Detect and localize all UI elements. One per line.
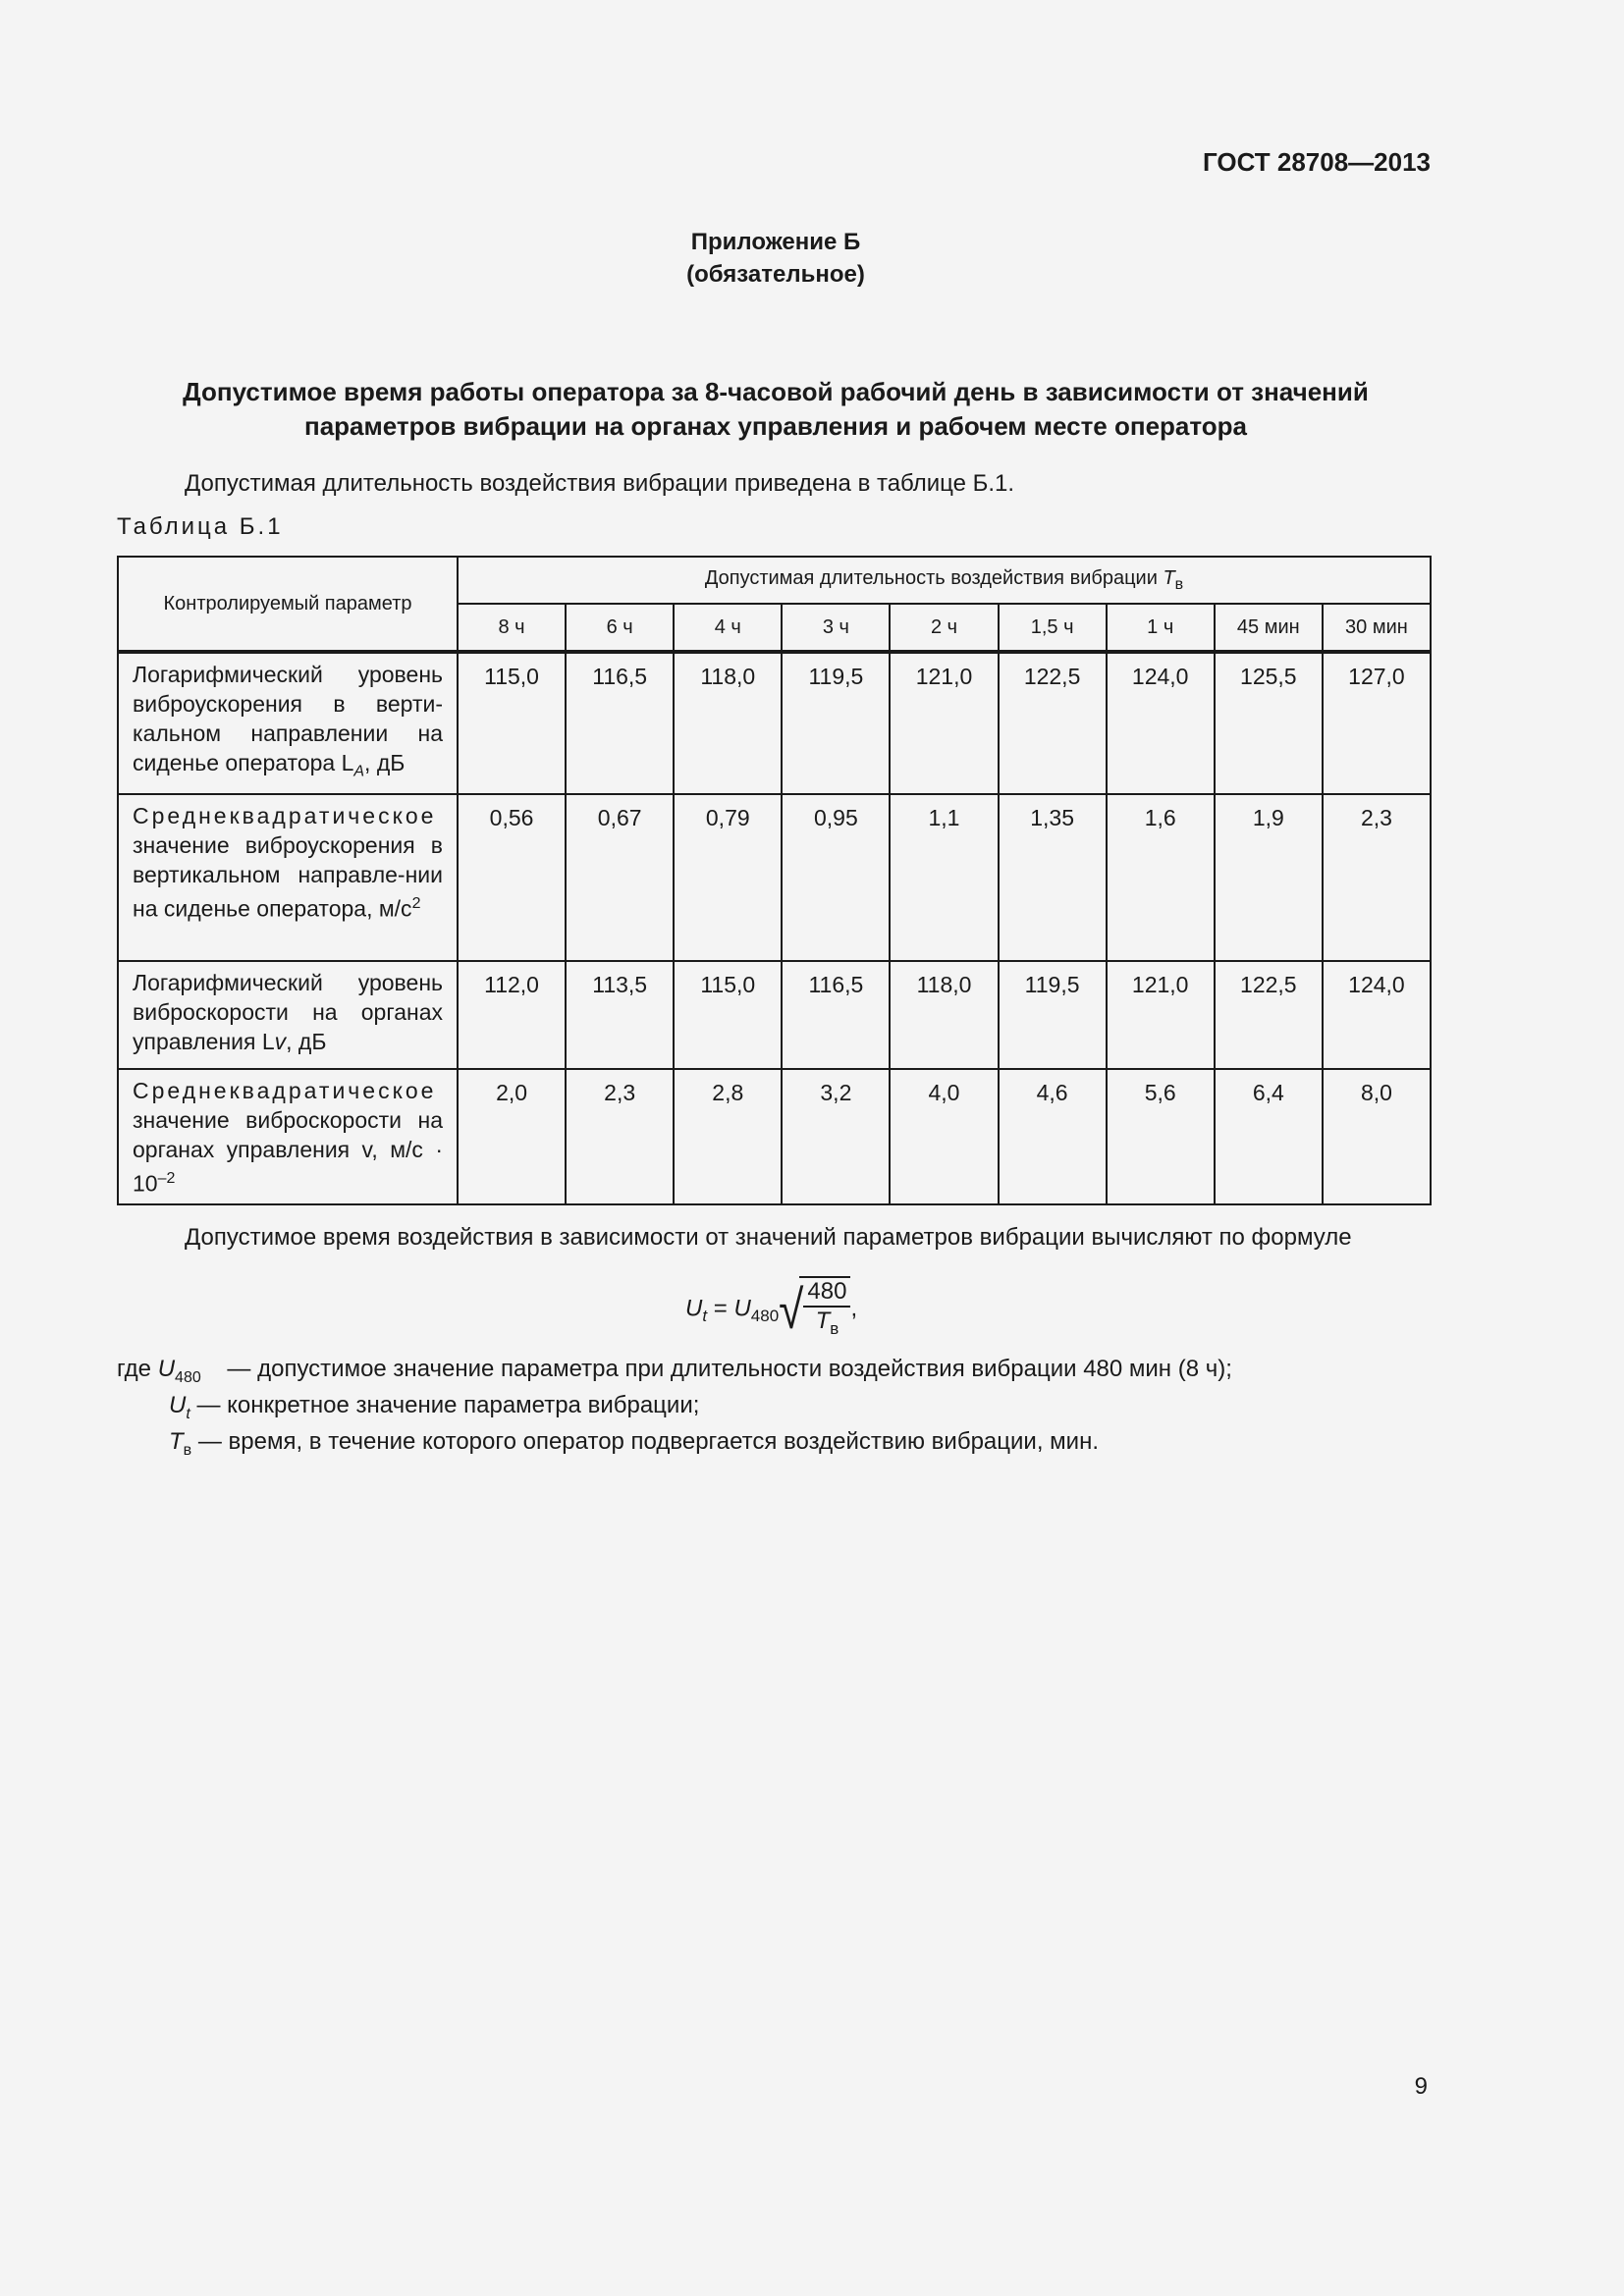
- table-cell: 1,35: [999, 794, 1107, 961]
- row-param-spaced: Среднеквадратическое: [133, 802, 437, 828]
- row-param-text: значение виброскорости на органах управления v,: [133, 1106, 443, 1162]
- fraction: [803, 1278, 850, 1343]
- param-column-header: Контролируемый параметр: [118, 557, 458, 652]
- duration-header-text: Допустимая длительность воздействия вибрации: [704, 566, 1158, 589]
- formula-tail: ,: [850, 1295, 858, 1322]
- where-prefix: где: [117, 1356, 152, 1382]
- vibration-duration-table: [117, 556, 1432, 1205]
- table-cell: 119,5: [999, 961, 1107, 1069]
- table-row: [118, 794, 1431, 961]
- table-cell: 118,0: [890, 961, 998, 1069]
- formula: [685, 1276, 858, 1341]
- duration-header: 6 ч: [566, 604, 674, 652]
- table-cell: 3,2: [782, 1069, 890, 1205]
- table-cell: 1,9: [1215, 794, 1323, 961]
- table-cell: 115,0: [458, 652, 566, 794]
- table-cell: 2,8: [674, 1069, 782, 1205]
- table-cell: 2,3: [566, 1069, 674, 1205]
- table-cell: 0,95: [782, 794, 890, 961]
- table-cell: 4,0: [890, 1069, 998, 1205]
- sqrt-icon: √: [779, 1278, 804, 1341]
- table-cell: 116,5: [566, 652, 674, 794]
- row-param-text: Логарифмический уровень виброскорости на органах управления L: [133, 969, 443, 1054]
- row-param-tail: , дБ: [364, 750, 406, 775]
- duration-group-header: [458, 557, 1431, 604]
- row-param-sup: 2: [411, 894, 421, 912]
- table-row: [118, 961, 1431, 1069]
- standard-code: ГОСТ 28708—2013: [1203, 147, 1431, 177]
- table-cell: 112,0: [458, 961, 566, 1069]
- table-cell: 2,3: [1323, 794, 1431, 961]
- duration-header: 1,5 ч: [999, 604, 1107, 652]
- formula-lhs-sub: t: [702, 1307, 708, 1326]
- table-cell: 5,6: [1107, 1069, 1215, 1205]
- page-number: 9: [1414, 2073, 1428, 2100]
- duration-symbol-sub: в: [1174, 575, 1184, 593]
- definition-symbol-sub: в: [183, 1441, 192, 1459]
- row-parameter: [118, 1069, 458, 1205]
- table-cell: 4,6: [999, 1069, 1107, 1205]
- row-parameter: [118, 961, 458, 1069]
- row-param-sub: A: [353, 763, 365, 780]
- table-cell: 119,5: [782, 652, 890, 794]
- duration-header: 2 ч: [890, 604, 998, 652]
- formula-rhs: U: [733, 1295, 751, 1322]
- row-param-spaced: Среднеквадратическое: [133, 1077, 437, 1103]
- table-cell: 122,5: [999, 652, 1107, 794]
- duration-symbol: T: [1163, 566, 1175, 589]
- formula-lhs: U: [685, 1295, 703, 1322]
- row-param-text: значение виброускорения в вертикальном направле-нии на сиденье оператора, м/с: [133, 831, 443, 922]
- row-parameter: [118, 652, 458, 794]
- intro-paragraph: Допустимая длительность воздействия вибрации приведена в таблице Б.1.: [185, 470, 1015, 497]
- definition-u480: [117, 1355, 1232, 1393]
- table-cell: 124,0: [1107, 652, 1215, 794]
- row-param-tail: , дБ: [286, 1028, 327, 1054]
- table-cell: 8,0: [1323, 1069, 1431, 1205]
- table-cell: 121,0: [890, 652, 998, 794]
- fraction-denominator: [803, 1308, 850, 1343]
- definition-tv: [169, 1427, 1099, 1466]
- table-cell: 0,79: [674, 794, 782, 961]
- appendix-heading: [0, 226, 1551, 291]
- table-cell: 122,5: [1215, 961, 1323, 1069]
- table-caption: Таблица Б.1: [117, 513, 284, 540]
- duration-header: 45 мин: [1215, 604, 1323, 652]
- definition-text: — время, в течение которого оператор подвергается воздействию вибрации, мин.: [197, 1428, 1099, 1455]
- table-cell: 124,0: [1323, 961, 1431, 1069]
- row-param-text: Логарифмический уровень виброускорения в верти-кальном направлении на сиденье оператора L: [133, 662, 443, 775]
- formula-rhs-sub: 480: [750, 1307, 780, 1326]
- table-cell: 121,0: [1107, 961, 1215, 1069]
- duration-header: 8 ч: [458, 604, 566, 652]
- table-cell: 2,0: [458, 1069, 566, 1205]
- formula-intro: Допустимое время воздействия в зависимости от значений параметров вибрации вычисляют по формуле: [185, 1224, 1352, 1251]
- definition-symbol: U: [169, 1392, 187, 1418]
- row-param-ital: v: [274, 1028, 287, 1054]
- table-cell: 6,4: [1215, 1069, 1323, 1205]
- table-cell: 0,56: [458, 794, 566, 961]
- definition-text: — конкретное значение параметра вибрации;: [196, 1392, 700, 1418]
- table-cell: 1,6: [1107, 794, 1215, 961]
- definition-symbol: T: [169, 1428, 184, 1455]
- table-cell: 1,1: [890, 794, 998, 961]
- sqrt-radicand: [799, 1276, 850, 1343]
- table-cell: 0,67: [566, 794, 674, 961]
- document-title-line-1: Допустимое время работы оператора за 8-часовой рабочий день в зависимости от значений: [183, 377, 1369, 406]
- denominator-sub: в: [830, 1318, 839, 1338]
- definition-symbol: U: [157, 1356, 176, 1382]
- definition-symbol-sub: t: [186, 1405, 190, 1422]
- fraction-numerator: 480: [803, 1278, 850, 1308]
- appendix-status: (обязательное): [686, 261, 865, 288]
- definition-symbol-sub: 480: [175, 1368, 201, 1386]
- duration-header: 4 ч: [674, 604, 782, 652]
- table-row: [118, 652, 1431, 794]
- row-param-sup: –2: [157, 1169, 176, 1187]
- definition-text: — допустимое значение параметра при длительности воздействия вибрации 480 мин (8 ч);: [227, 1356, 1232, 1382]
- table-cell: 127,0: [1323, 652, 1431, 794]
- table-cell: 115,0: [674, 961, 782, 1069]
- appendix-title: Приложение Б: [690, 229, 861, 255]
- table-cell: 113,5: [566, 961, 674, 1069]
- row-param-tail: м/с · 10: [133, 1136, 443, 1197]
- duration-header: 1 ч: [1107, 604, 1215, 652]
- document-title: [98, 375, 1453, 444]
- row-parameter: [118, 794, 458, 961]
- denominator-symbol: T: [815, 1308, 831, 1334]
- definition-ut: [169, 1391, 699, 1429]
- duration-header: 3 ч: [782, 604, 890, 652]
- formula-eq: =: [707, 1295, 734, 1322]
- table-cell: 116,5: [782, 961, 890, 1069]
- document-title-line-2: параметров вибрации на органах управления и рабочем месте оператора: [304, 411, 1247, 441]
- table-cell: 125,5: [1215, 652, 1323, 794]
- table-cell: 118,0: [674, 652, 782, 794]
- table-row: [118, 1069, 1431, 1205]
- duration-header: 30 мин: [1323, 604, 1431, 652]
